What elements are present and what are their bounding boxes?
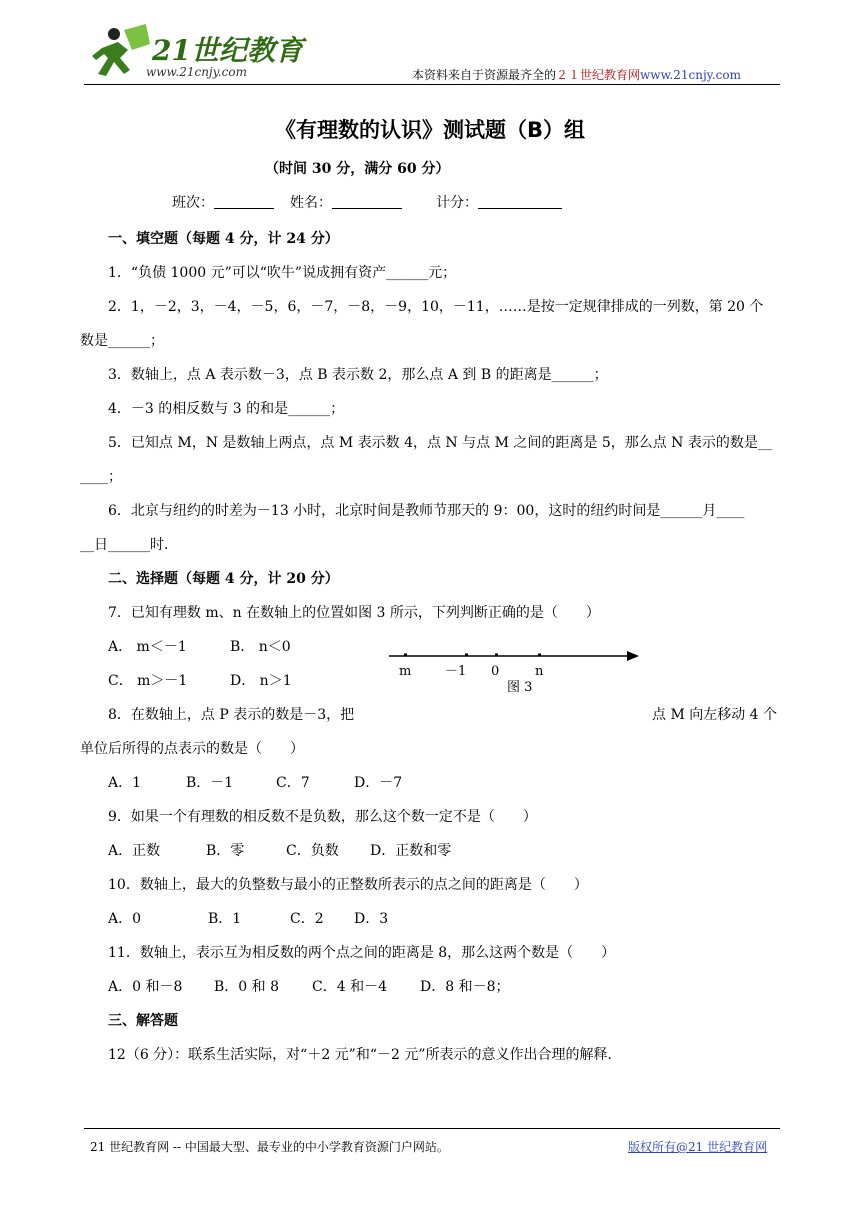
question-8-line1: 8．在数轴上，点 P 表示的数是－3，把 (108, 707, 355, 723)
question-5-line1: 5．已知点 M，N 是数轴上两点，点 M 表示数 4，点 N 与点 M 之间的距离是 5，那么点 N 表示的数是__ (108, 435, 772, 451)
header-note: 本资料来自于资源最齐全的２１世纪教育网www.21cnjy.com (412, 68, 741, 82)
point-neg1 (465, 654, 468, 657)
q7-option-a: A． m＜－1 (108, 639, 187, 655)
header-brand: ２１世纪教育网 (556, 68, 641, 82)
footer-rule (84, 1128, 780, 1129)
q11-option-c: C．4 和－4 (312, 979, 387, 995)
question-4: 4．－3 的相反数与 3 的和是______； (108, 401, 345, 417)
page-subtitle: （时间 30 分，满分 60 分） (265, 161, 450, 177)
q7-option-b: B． n＜0 (230, 639, 291, 655)
name-blank (332, 194, 402, 209)
page-title: 《有理数的认识》测试题（B）组 (274, 118, 585, 142)
point-n (538, 654, 541, 657)
question-2-line1: 2．1，－2，3，－4，－5，6，－7，－8，－9，10，－11，……是按一定规律排成的一列数，第 20 个 (108, 299, 764, 315)
header-rule (84, 84, 780, 85)
question-8-line2: 单位后所得的点表示的数是（ ） (80, 741, 304, 757)
question-7: 7．已知有理数 m、n 在数轴上的位置如图 3 所示，下列判断正确的是（ ） (108, 605, 600, 621)
q10-option-c: C．2 (290, 911, 324, 927)
label-zero: 0 (491, 664, 500, 679)
question-2-line2: 数是______； (80, 333, 164, 349)
q8-option-c: C．7 (276, 775, 310, 791)
q9-option-b: B．零 (206, 843, 245, 859)
section-problem-solving: 三、解答题 (108, 1013, 178, 1029)
class-blank (214, 194, 274, 209)
figure-caption: 图 3 (507, 680, 533, 695)
label-n: n (535, 664, 544, 679)
logo-text: 21世纪教育 (152, 34, 303, 67)
q10-option-a: A．0 (108, 911, 142, 927)
label-m: m (399, 664, 412, 679)
q9-option-d: D．正数和零 (370, 843, 452, 859)
question-3: 3．数轴上，点 A 表示数－3，点 B 表示数 2，那么点 A 到 B 的距离是______； (108, 367, 608, 383)
q10-option-d: D．3 (354, 911, 389, 927)
question-12: 12（6 分）：联系生活实际，对“＋2 元”和“－2 元”所表示的意义作出合理的解释． (108, 1047, 622, 1063)
section-multiple-choice: 二、选择题（每题 4 分，计 20 分） (108, 571, 339, 587)
q11-option-b: B．0 和 8 (214, 979, 280, 995)
question-11: 11．数轴上，表示互为相反数的两个点之间的距离是 8，那么这两个数是（ ） (108, 945, 616, 961)
runner-icon (92, 24, 150, 76)
header-url-link[interactable]: www.21cnjy.com (640, 68, 741, 82)
question-9: 9．如果一个有理数的相反数不是负数，那么这个数一定不是（ ） (108, 809, 537, 825)
point-zero (495, 654, 498, 657)
question-10: 10．数轴上，最大的负整数与最小的正整数所表示的点之间的距离是（ ） (108, 877, 588, 893)
q7-option-c: C． m＞－1 (108, 673, 188, 689)
question-6-line2: __日______时． (80, 537, 178, 553)
q9-option-a: A．正数 (108, 843, 161, 859)
section-fill-blank: 一、填空题（每题 4 分，计 24 分） (108, 231, 339, 247)
score-field: 计分： (436, 192, 562, 212)
number-line-figure (385, 644, 645, 694)
axis-arrow-icon (627, 651, 639, 661)
q11-option-d: D．8 和－8； (420, 979, 510, 995)
question-8-line1-right: 点 M 向左移动 4 个 (652, 707, 778, 723)
point-m (404, 654, 407, 657)
score-blank (478, 194, 562, 209)
footer-copyright-link[interactable]: 版权所有@21 世纪教育网 (628, 1140, 768, 1154)
site-logo (84, 20, 303, 88)
footer-text: 21 世纪教育网 -- 中国最大型、最专业的中小学教育资源门户网站。 (90, 1140, 449, 1154)
q10-option-b: B．1 (208, 911, 242, 927)
question-1: 1．“负债 1000 元”可以“吹牛”说成拥有资产______元； (108, 265, 457, 281)
q8-option-d: D．－7 (354, 775, 403, 791)
question-5-line2: ____； (80, 469, 122, 485)
q8-option-a: A．1 (108, 775, 142, 791)
name-field: 姓名： (290, 192, 402, 212)
q9-option-c: C．负数 (286, 843, 339, 859)
q8-option-b: B．－1 (186, 775, 234, 791)
question-6-line1: 6．北京与纽约的时差为－13 小时，北京时间是教师节那天的 9：00，这时的纽约时间是______月____ (108, 503, 745, 519)
q11-option-a: A．0 和－8 (108, 979, 183, 995)
logo-url: www.21cnjy.com (146, 65, 247, 79)
label-neg1: －1 (445, 664, 467, 679)
q7-option-d: D． n＞1 (230, 673, 292, 689)
class-field: 班次： (172, 192, 274, 212)
